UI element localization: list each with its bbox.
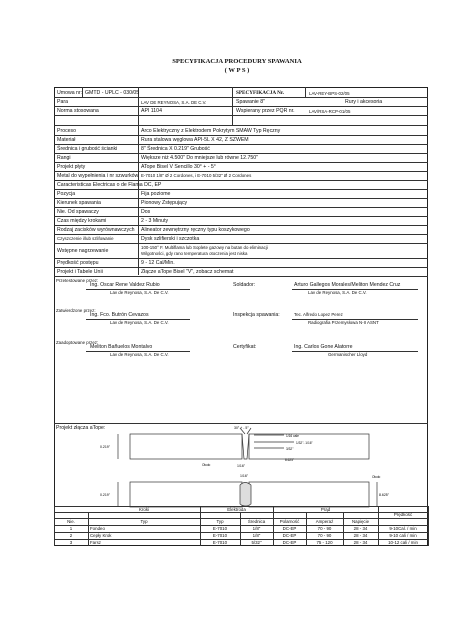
group-kroki: Kroki [138, 507, 149, 512]
okolo-text-2: Około [372, 475, 381, 479]
group-prad: Prąd [320, 507, 331, 512]
param-value: Arco Elektryczny z Elektrodem Pokrytym SMAW Typ Ręczny [141, 128, 281, 134]
table-cell: 10-12 cali / min [388, 540, 418, 545]
para-label: Para [57, 99, 68, 105]
thickness-upper: 0.219" [100, 445, 111, 449]
table-cell: 9-10Cal. / min [389, 526, 417, 531]
table-cell: 70 - 90 [317, 533, 332, 538]
norma-label: Norma stosowana [57, 108, 99, 114]
spec-value: LAV-REY-BPS-02/05 [309, 91, 350, 96]
signature-org-2: Radiografia Przemysłowa N-II ASNT [308, 320, 379, 325]
signature-role-2: Inspekcja spawania: [233, 312, 280, 318]
param-label: Wstępne nagrzewanie [57, 248, 109, 254]
param-value: Alineator zewnętrzny ręczny typu koszykowego [141, 227, 250, 233]
signature-name-2: Ing. Carlos Gone Alatorre [294, 344, 353, 350]
table-cell: 3 [69, 540, 73, 545]
param-label: Czas między krokami [57, 218, 107, 224]
pipe-left-lower [130, 482, 242, 507]
param-value: 2 - 3 Minuty [141, 218, 169, 224]
od-upper: 8.625" [285, 458, 295, 462]
param-value: Dos [141, 209, 151, 215]
table-cell: E-7010 [212, 533, 228, 538]
pipe-left-upper [130, 434, 242, 459]
param-value: 8" Średnica X 0.219" Grubość [141, 146, 210, 152]
signature-name: Meliton Bañuelos Montalvo [90, 344, 153, 350]
od-lower: 8.625" [379, 493, 390, 497]
table-cell: 1 [69, 526, 73, 531]
table-cell: 1/8" [252, 526, 261, 531]
param-label: Pozycja [57, 191, 76, 197]
column-header: Średnica [247, 519, 266, 524]
table-cell: DC-EP [282, 526, 297, 531]
table-cell: Farsz [90, 540, 101, 545]
table-cell: 1/8" [252, 533, 261, 538]
param-value: Złącze aTope Bisel "V", zobacz schemat [141, 269, 234, 275]
pipe-right-lower [249, 482, 369, 507]
signature-org-2: Lav de Reynosa, S.A. De C.V. [308, 290, 367, 295]
table-cell: 28 - 34 [353, 540, 368, 545]
param-value: Rura stalowa węglowa API-5L X 42, Z SZWEM [141, 137, 249, 143]
table-cell: DC-EP [282, 540, 297, 545]
table-cell: 9-10 cali / min [389, 533, 417, 538]
signature-role: Zaadoptowane przez: [56, 340, 99, 345]
table-cell: 28 - 34 [353, 526, 368, 531]
umowa-label: Umowa nr: [57, 90, 83, 96]
param-label: Prędkość postępu [57, 260, 99, 266]
param-value: E-7010 1/8" Ø 2 Cordones, i E-7010 5/32" Ø 2 Cordones [141, 173, 252, 178]
param-value: 9 - 12 Cal/Min. [141, 260, 175, 266]
pqr-label: Wspierany przez PQR nr. [236, 108, 295, 114]
signature-org: Lav de Reynosa, S.A. De C.V. [110, 352, 169, 357]
column-header: Amperaż [315, 519, 334, 524]
signature-role-2: Certyfikat: [233, 344, 257, 350]
table-cell: 28 - 34 [353, 533, 368, 538]
table-cell: 5/32" [251, 540, 262, 545]
drawing-label: Projekt złącza aTope: [56, 425, 106, 431]
dim-gap: 1/16" [237, 464, 246, 468]
signature-name-2: Arturo Gallegos Morales/Meliton Mendez Cruz [294, 282, 401, 288]
table-cell: 70 - 90 [317, 526, 332, 531]
spawanie-value: Rury i akcesoria [345, 99, 383, 105]
pqr-value: LAV/RSA-RCP-01/05 [309, 109, 351, 114]
document-subtitle: ( W P S ) [224, 67, 250, 74]
signature-name: Ing. Fco. Butrón Cevazos [90, 312, 149, 318]
dim-1-16-cale: 1/16 cale [286, 434, 299, 438]
group-elektroda: Elektroda [227, 507, 246, 512]
document-title: SPECYFIKACJA PROCEDURY SPAWANIA [172, 58, 302, 65]
param-label: Metal do wypełnienia i nr szwurków [57, 173, 139, 179]
okolo-text: Około [202, 463, 211, 467]
thickness-lower: 0.219" [100, 493, 111, 497]
norma-value: API 1104 [141, 108, 162, 114]
column-header: Nie. [67, 519, 75, 524]
param-label: Kierunek spawania [57, 200, 101, 206]
column-header: Polarność [279, 519, 300, 524]
signature-role-2: Soldador: [233, 282, 256, 288]
spec-label: SPECYFIKACJA Nr. [236, 90, 284, 96]
param-label: Projekt płyty [57, 164, 86, 170]
angle-text: 30° + - 5° [234, 426, 249, 430]
signature-org: Lav de Reynosa, S.A. De C.V. [110, 290, 169, 295]
column-header: Napięcie [351, 519, 370, 524]
param-label: Czyszczenie i/lub szlifowanie [57, 236, 114, 241]
para-value: LAV DE REYNOSA, S.A. DE C.V. [141, 100, 207, 105]
param-label: Nie. Od spawaczy [57, 209, 99, 215]
param-label: Rodzaj zacisków wyrównawczych [57, 227, 135, 233]
param-value: 100-150° F. Multiflama lub Soplete gazowy na butan do eliminacji [141, 245, 268, 250]
column-header: Typ [140, 519, 148, 524]
param-value: Fija poziome [141, 191, 171, 197]
param-label: Proceso [57, 128, 77, 134]
table-cell: 2 [69, 533, 73, 538]
pipe-right-upper [249, 434, 369, 459]
table-cell: Cepły Krok [90, 533, 112, 538]
param-label: Caracteristicas Electricas o de Flama DC, EP [57, 182, 162, 188]
signature-name-2: Tec. Alfredo Lopez Perez [294, 312, 343, 317]
param-label: Projekt i Tabele Unii [57, 269, 103, 275]
signature-role: Zatwierdzone przez: [56, 308, 96, 313]
header-predkosc: Prędkość [393, 512, 413, 517]
param-label: Rangi [57, 155, 71, 161]
table-cell: E-7010 [212, 540, 228, 545]
table-cell: 75 - 120 [316, 540, 333, 545]
signature-org-2: Germanischer Lloyd [328, 352, 368, 357]
signature-org: Lav de Reynosa, S.A. De C.V. [110, 320, 169, 325]
dim-top-bead: 1/16" [240, 474, 249, 478]
dim-3-32: 3/32" [286, 447, 294, 451]
weld-bead [240, 483, 251, 507]
param-label: Średnica i grubość ścianki [57, 146, 118, 152]
table-cell: DC-EP [282, 533, 297, 538]
table-cell: Fondeo [90, 526, 105, 531]
signature-role: Przetestowane przez: [56, 278, 99, 283]
param-value: Większe niż 4.500" Do mniejsze lub równe 12.750" [141, 155, 259, 161]
column-header: Typ [216, 519, 224, 524]
dim-1-32: 1/32"- 1/16" [296, 441, 313, 445]
param-value: Dysk szlifierski i szczotka [141, 236, 200, 242]
signature-name: Ing. Oscar Rene Valdez Rubio [90, 282, 160, 288]
table-cell: E-7010 [212, 526, 228, 531]
param-value: Pionowy Zstępujący [141, 200, 188, 206]
param-value: ATope Bisel V Sencillo 30° + - 5° [141, 164, 216, 170]
param-label: Materiał [57, 137, 76, 143]
umowa-value: GMTD - UPLC - 030/05 [85, 90, 140, 96]
bevel-upper [242, 434, 249, 459]
param-value-2: Wilgotności, gdy rano temperatura otoczenia jest niska [141, 251, 248, 256]
spawanie-label: Spawanie 8" [236, 99, 265, 105]
